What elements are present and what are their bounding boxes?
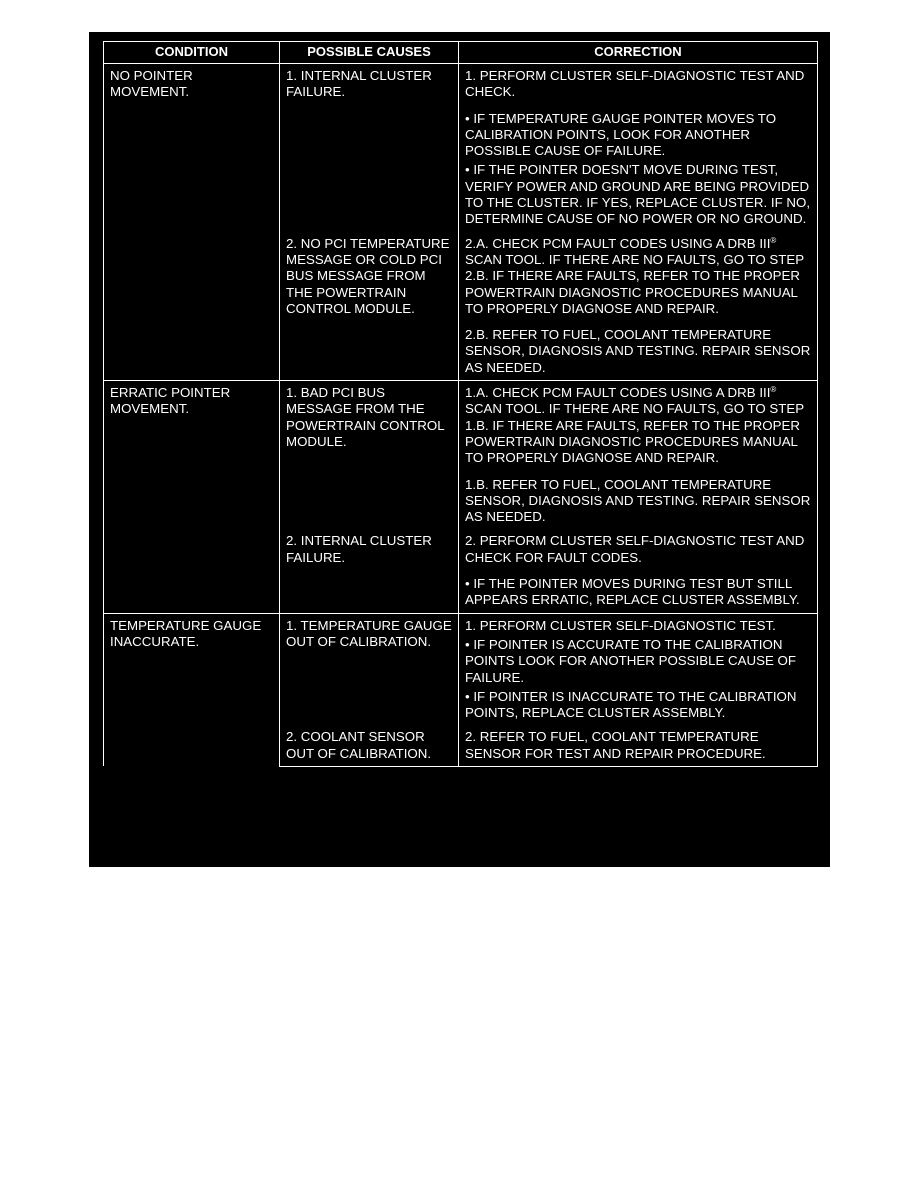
correction-step: 1.B. REFER TO FUEL, COOLANT TEMPERATURE SENSOR, DIAGNOSIS AND TESTING. REPAIR SENSOR AS NEEDED.: [465, 476, 811, 525]
correction-step-text: 1.A. CHECK PCM FAULT CODES USING A DRB III: [465, 385, 771, 401]
cause-cell: 1. INTERNAL CLUSTER FAILURE.: [280, 64, 459, 232]
cause-cell: 2. INTERNAL CLUSTER FAILURE.: [280, 529, 459, 613]
condition-cell: NO POINTER MOVEMENT.: [104, 64, 280, 381]
correction-step: 2. REFER TO FUEL, COOLANT TEMPERATURE SENSOR FOR TEST AND REPAIR PROCEDURE.: [465, 729, 766, 761]
correction-bullet: • IF THE POINTER DOESN'T MOVE DURING TEST, VERIFY POWER AND GROUND ARE BEING PROVIDED TO THE CLUSTER. IF YES, REPLACE CLUSTER. IF NO, DETERMINE CAUSE OF NO POWER OR NO GROUND.: [465, 162, 811, 227]
correction-step-text-cont: SCAN TOOL. IF THERE ARE NO FAULTS, GO TO STEP 2.B. IF THERE ARE FAULTS, REFER TO THE PROPER POWERTRAIN DIAGNOSTIC PROCEDURES MANUAL TO PROPERLY DIAGNOSE AND REPAIR.: [465, 251, 804, 316]
header-possible-causes: POSSIBLE CAUSES: [280, 42, 459, 64]
correction-cell: [459, 725, 818, 766]
table-row: [104, 613, 818, 725]
cause-cell: 2. NO PCI TEMPERATURE MESSAGE OR COLD PCI BUS MESSAGE FROM THE POWERTRAIN CONTROL MODULE.: [280, 232, 459, 381]
correction-cell: [459, 64, 818, 232]
registered-mark: ®: [770, 385, 777, 395]
correction-cell: [459, 232, 818, 381]
correction-step-text: 2.A. CHECK PCM FAULT CODES USING A DRB III: [465, 235, 771, 251]
correction-cell: [459, 381, 818, 530]
table-row: [104, 381, 818, 530]
correction-step: [465, 236, 811, 317]
correction-cell: [459, 529, 818, 613]
correction-step: [465, 385, 811, 466]
table-row: [104, 64, 818, 232]
cause-cell: 2. COOLANT SENSOR OUT OF CALIBRATION.: [280, 725, 459, 766]
header-condition: CONDITION: [104, 42, 280, 64]
header-correction: CORRECTION: [459, 42, 818, 64]
correction-bullet: • IF TEMPERATURE GAUGE POINTER MOVES TO CALIBRATION POINTS, LOOK FOR ANOTHER POSSIBLE CAUSE OF FAILURE.: [465, 111, 811, 160]
registered-mark: ®: [770, 235, 777, 245]
correction-step: 1. PERFORM CLUSTER SELF-DIAGNOSTIC TEST.: [465, 617, 776, 633]
cause-cell: 1. TEMPERATURE GAUGE OUT OF CALIBRATION.: [280, 613, 459, 725]
condition-cell: TEMPERATURE GAUGE INACCURATE.: [104, 613, 280, 766]
correction-step: 2.B. REFER TO FUEL, COOLANT TEMPERATURE SENSOR, DIAGNOSIS AND TESTING. REPAIR SENSOR AS NEEDED.: [465, 327, 811, 375]
correction-bullet: • IF POINTER IS INACCURATE TO THE CALIBRATION POINTS, REPLACE CLUSTER ASSEMBLY.: [465, 689, 811, 722]
diagnosis-table: [103, 41, 818, 767]
condition-cell: ERRATIC POINTER MOVEMENT.: [104, 381, 280, 614]
correction-bullet: • IF THE POINTER MOVES DURING TEST BUT STILL APPEARS ERRATIC, REPLACE CLUSTER ASSEMBLY.: [465, 576, 811, 609]
correction-step: 2. PERFORM CLUSTER SELF-DIAGNOSTIC TEST AND CHECK FOR FAULT CODES.: [465, 533, 805, 565]
correction-step-text-cont: SCAN TOOL. IF THERE ARE NO FAULTS, GO TO STEP 1.B. IF THERE ARE FAULTS, REFER TO THE PROPER POWERTRAIN DIAGNOSTIC PROCEDURES MANUAL TO PROPERLY DIAGNOSE AND REPAIR.: [465, 401, 804, 466]
correction-cell: [459, 613, 818, 725]
cause-cell: 1. BAD PCI BUS MESSAGE FROM THE POWERTRAIN CONTROL MODULE.: [280, 381, 459, 530]
header-row: [104, 42, 818, 64]
correction-step: 1. PERFORM CLUSTER SELF-DIAGNOSTIC TEST AND CHECK.: [465, 68, 805, 100]
correction-bullet: • IF POINTER IS ACCURATE TO THE CALIBRATION POINTS LOOK FOR ANOTHER POSSIBLE CAUSE OF FAILURE.: [465, 637, 811, 686]
diagnosis-table-frame: [89, 32, 830, 867]
